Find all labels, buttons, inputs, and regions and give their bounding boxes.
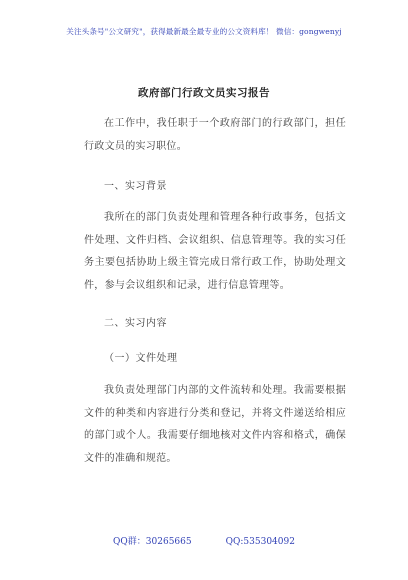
- subsection-heading-file-handling: （一）文件处理: [104, 353, 178, 364]
- footer-contact: [0, 534, 408, 547]
- document-title: 政府部门行政文员实习报告: [138, 87, 270, 99]
- section-heading-background: 一、实习背景: [104, 181, 167, 192]
- intro-paragraph: 在工作中，我任职于一个政府部门的行政部门，担任行政文员的实习职位。: [84, 118, 346, 152]
- background-paragraph: 我所在的部门负责处理和管理各种行政事务，包括文件处理、文件归档、会议组织、信息管理等。我的实习任务主要包括协助上级主管完成日常行政工作，协助处理文件，参与会议组织和记录，进行信息管理等。: [84, 212, 346, 291]
- qq-group-text: QQ群：30265665: [113, 537, 192, 547]
- section-heading-content: 二、实习内容: [104, 318, 167, 329]
- qq-number-text: QQ:535304092: [225, 537, 295, 547]
- header-banner: 关注头条号"公文研究"，获得最新最全最专业的公文资料库！ 微信：gongwenyj: [66, 27, 342, 36]
- file-handling-paragraph: 我负责处理部门内部的文件流转和处理。我需要根据文件的种类和内容进行分类和登记，并将文件递送给相应的部门或个人。我需要仔细地核对文件内容和格式，确保文件的准确和规范。: [84, 385, 346, 464]
